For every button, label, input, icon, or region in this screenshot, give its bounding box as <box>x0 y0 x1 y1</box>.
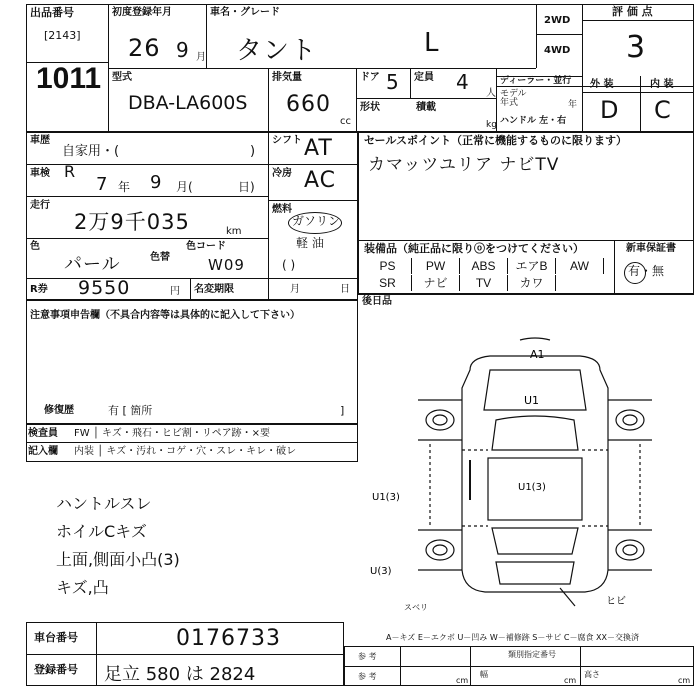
diagram-mark-u1-roof: U1(3) <box>518 482 546 493</box>
kg-unit: kg <box>486 120 497 130</box>
handle-label: ハンドル 左・右 <box>500 116 567 126</box>
drive-4wd: 4WD <box>544 45 571 56</box>
equip-item-r1-3: エアB <box>508 258 556 274</box>
shaken-month: 9 <box>150 172 163 193</box>
equip-item-r1-0: PS <box>364 258 412 274</box>
warranty-value: 有・無 <box>628 264 665 278</box>
regno-label: 登録番号 <box>34 663 78 676</box>
year-unit: 年 <box>568 100 578 110</box>
recycle-value: 9550 <box>78 277 131 299</box>
km-unit: km <box>226 226 242 237</box>
car-name: タント <box>236 36 318 66</box>
lot-number: 1011 <box>36 62 102 95</box>
fuel-paren: ( ) <box>282 258 296 272</box>
fuel-gas-circle <box>288 212 342 234</box>
ac-value: AC <box>304 168 337 193</box>
doors-label: ドア <box>360 72 380 83</box>
model-year-label: モデル 年式 <box>500 89 527 108</box>
shape-label: 形状 <box>360 102 380 113</box>
warranty-circle <box>624 262 646 284</box>
exterior-label: 外 装 <box>590 79 614 90</box>
diagram-mark-u1-front: U1 <box>524 394 540 407</box>
cm-label-3: cm <box>678 676 691 685</box>
yen-unit: 円 <box>170 286 180 297</box>
diagram-mark-a1: A1 <box>530 348 545 361</box>
height-label: 高さ <box>584 670 600 679</box>
shift-value: AT <box>304 136 333 161</box>
shift-label: シフト <box>272 135 302 146</box>
handwritten-notes <box>56 492 356 604</box>
color-change-label: 色替 <box>150 252 170 263</box>
equip-item-r2-1: ナビ <box>412 275 460 291</box>
warranty-label: 新車保証書 <box>626 243 676 254</box>
person-unit: 人 <box>486 88 496 99</box>
repair-label: 修復歴 <box>44 405 74 416</box>
shaken-label: 車検 <box>30 168 50 179</box>
width-label: 幅 <box>480 670 488 679</box>
car-damage-diagram <box>370 340 670 620</box>
sales-text: カマッツユリア ナビTV <box>368 155 560 175</box>
shaken-era: R <box>64 162 77 181</box>
history-close: ) <box>250 144 256 159</box>
equip-row-1 <box>364 258 612 274</box>
interior-grade: C <box>654 96 672 124</box>
diagram-mark-u-rear: U(3) <box>370 566 392 577</box>
inspector-label: 検査員 <box>28 428 58 439</box>
shaken-month-unit: 月( <box>176 180 193 194</box>
fuel-label: 燃料 <box>272 204 292 215</box>
dealer-label: ディーラー・並行 <box>500 76 572 86</box>
model: DBA-LA600S <box>128 92 248 114</box>
mileage: 2万9千035 <box>74 210 190 234</box>
doors: 5 <box>386 70 400 94</box>
equip-item-r1-1: PW <box>412 258 460 274</box>
color-code: W09 <box>208 256 245 274</box>
cm-label-1: cm <box>456 676 469 685</box>
shaken-day: 日) <box>238 180 255 194</box>
note-line: キズ,凸 <box>56 578 109 597</box>
displacement: 660 <box>286 92 331 117</box>
model-label: 型式 <box>112 72 132 83</box>
equip-item-r1-2: ABS <box>460 258 508 274</box>
ref-label-3: 参 考 <box>358 672 377 681</box>
color-code-label: 色コード <box>186 241 226 252</box>
cc-unit: cc <box>340 116 351 127</box>
notes-label: 注意事項申告欄（不具合内容等は具体的に記入して下さい） <box>30 310 300 321</box>
load-label: 積載 <box>416 102 436 113</box>
damage-legend: A－キズ E－エクボ U－凹み W－補修跡 S－サビ C－腐食 XX－交換済 <box>386 633 640 642</box>
equip-label: 装備品（純正品に限りⓞをつけてください） <box>364 242 584 255</box>
day-label: 日 <box>340 284 350 295</box>
displacement-label: 排気量 <box>272 72 302 83</box>
equip-item-r2-3: カワ <box>508 275 556 291</box>
cm-label-2: cm <box>564 676 577 685</box>
equip-item-r2-2: TV <box>460 275 508 291</box>
color-label: 色 <box>30 241 40 252</box>
first-reg-month: 9 <box>176 38 190 62</box>
note-line: 上面,側面小凸(3) <box>56 550 180 569</box>
color-value: パール <box>64 254 121 275</box>
grade: L <box>424 28 440 58</box>
shaken-year-unit: 年 <box>118 180 131 194</box>
chassis-value: 0176733 <box>176 626 281 651</box>
history-label: 車歴 <box>30 135 50 146</box>
note-line: ハントルスレ <box>56 494 152 513</box>
drive-2wd: 2WD <box>544 15 571 26</box>
lot-label: 出品番号 <box>30 6 74 19</box>
lot-code: [2143] <box>44 29 81 42</box>
diagram-mark-u1-side: U1(3) <box>372 492 400 503</box>
car-name-label: 車名・グレード <box>210 7 280 18</box>
ac-label: 冷房 <box>272 168 292 179</box>
insp-row-1: FW │ キズ・飛石・ヒビ割・リペア跡・×要 <box>74 428 270 439</box>
fuel-gas: ガソリン <box>292 214 341 228</box>
shaken-year: 7 <box>96 174 109 195</box>
capacity: 4 <box>456 70 470 94</box>
equip-item-r1-4: AW <box>556 258 604 274</box>
interior-label: 内 装 <box>650 79 674 90</box>
capacity-label: 定員 <box>414 72 434 83</box>
first-reg-label: 初度登録年月 <box>112 7 172 18</box>
repair-close: ] <box>340 404 345 417</box>
regno-value: 足立 580 は 2824 <box>104 664 256 685</box>
note-line: ホイルCキズ <box>56 522 147 541</box>
diagram-mark-slip: スベリ <box>404 603 428 612</box>
recycle-label: R券 <box>30 284 48 295</box>
afterday-label: 後日品 <box>362 296 392 307</box>
first-reg-year: 26 <box>128 34 161 62</box>
repair-value: 有 [ 箇所 <box>108 404 153 417</box>
sales-label: セールスポイント（正常に機能するものに限ります） <box>364 134 628 147</box>
equip-item-r2-0: SR <box>364 275 412 291</box>
mileage-label: 走行 <box>30 200 50 211</box>
score: 3 <box>626 30 647 65</box>
month-label: 月 <box>290 284 300 295</box>
score-label: 評 価 点 <box>612 5 653 18</box>
insp-row-2: 内装 │ キズ・汚れ・コゲ・穴・スレ・キレ・破レ <box>74 446 297 457</box>
recorder-label: 記入欄 <box>28 446 58 457</box>
equip-row-2 <box>364 275 612 291</box>
history-value: 自家用・( <box>62 144 120 159</box>
ref-label-2: 類別指定番号 <box>508 650 556 659</box>
diagram-mark-crack: ヒビ <box>606 596 626 607</box>
ref-label-1: 参 考 <box>358 652 377 661</box>
exterior-grade: D <box>600 96 620 124</box>
chassis-label: 車台番号 <box>34 631 78 644</box>
name-change-label: 名変期限 <box>194 284 234 295</box>
fuel-diesel: 軽 油 <box>296 236 324 250</box>
month-unit: 月 <box>196 52 206 63</box>
